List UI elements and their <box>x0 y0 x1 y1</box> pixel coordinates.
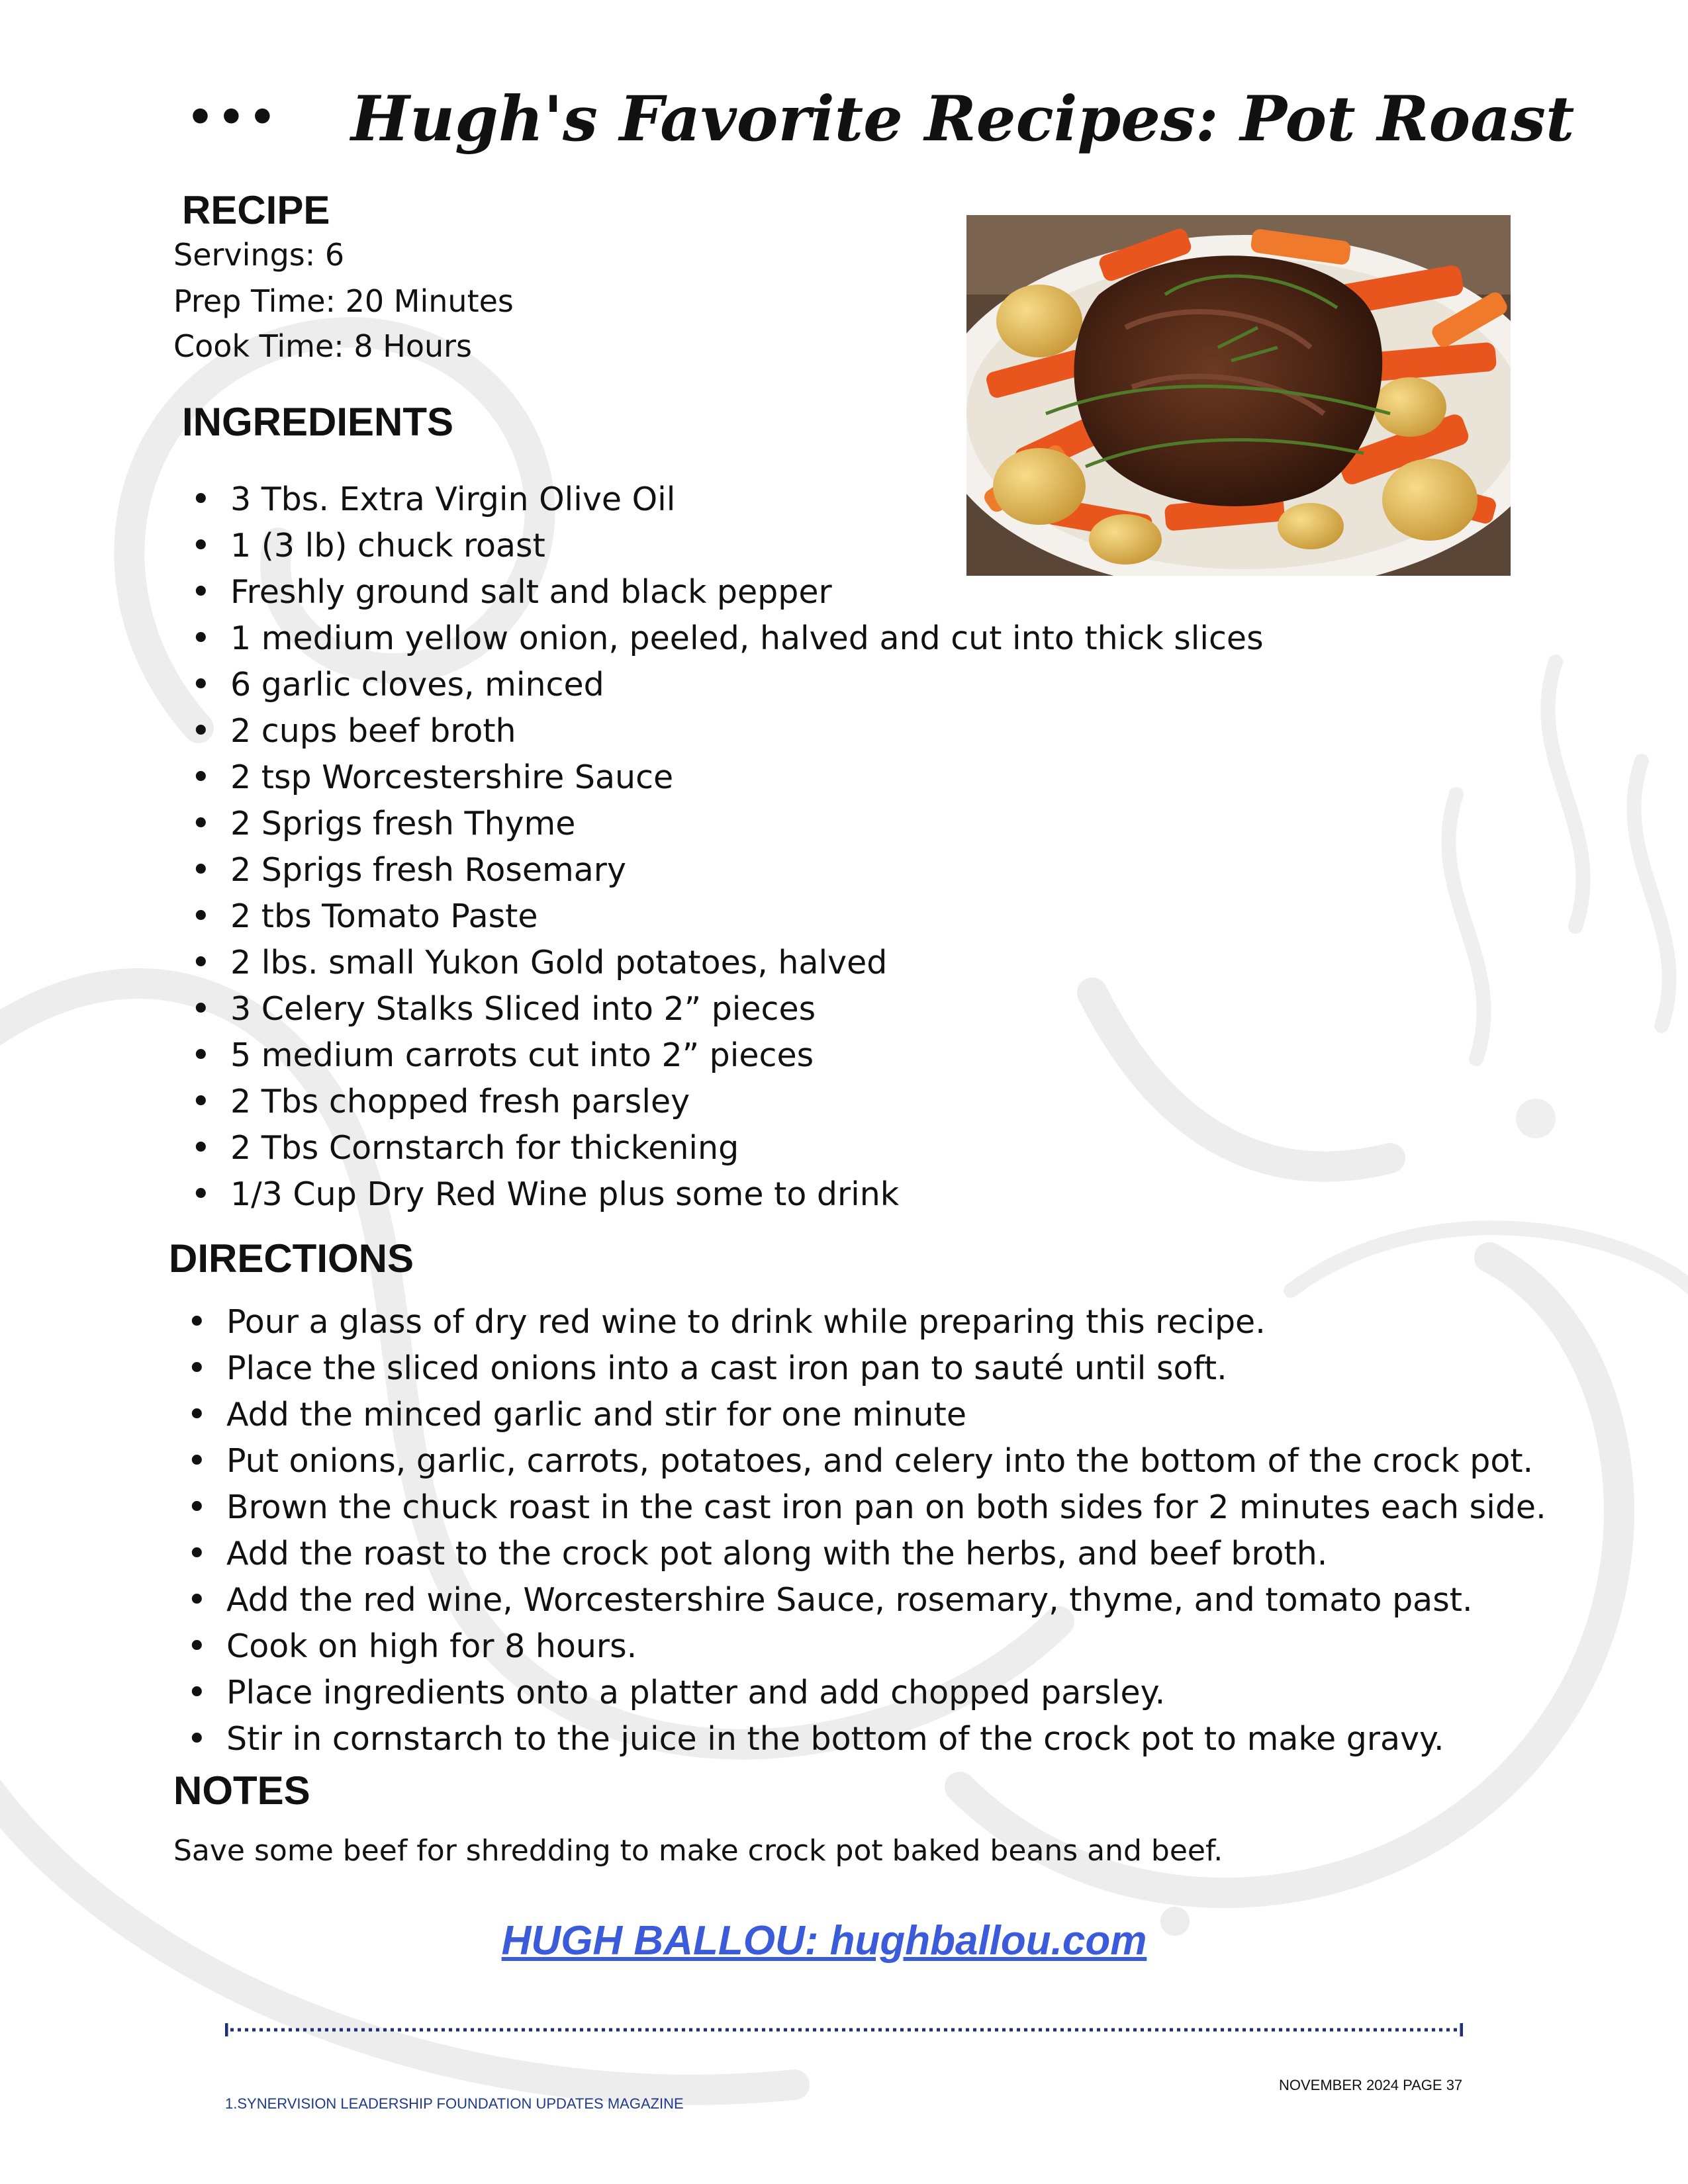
footer-divider <box>225 2022 1463 2038</box>
direction-step: • Place ingredients onto a platter and add chopped parsley. <box>187 1670 1546 1716</box>
ingredient-item: • 2 lbs. small Yukon Gold potatoes, halved <box>191 940 1264 986</box>
footer-magazine-name: 1.SYNERVISION LEADERSHIP FOUNDATION UPDATES MAGAZINE <box>225 2095 684 2112</box>
direction-step: • Brown the chuck roast in the cast iron pan on both sides for 2 minutes each side. <box>187 1484 1546 1531</box>
direction-step: • Add the roast to the crock pot along with the herbs, and beef broth. <box>187 1531 1546 1577</box>
direction-step: • Add the minced garlic and stir for one minute <box>187 1392 1546 1438</box>
ingredient-item: • 2 tbs Tomato Paste <box>191 893 1264 940</box>
notes-heading: NOTES <box>173 1768 310 1813</box>
website-link[interactable]: HUGH BALLOU: hughballou.com <box>501 1918 1147 1964</box>
ingredient-item: • 6 garlic cloves, minced <box>191 662 1264 708</box>
ingredients-list <box>191 477 1264 1218</box>
direction-step: • Add the red wine, Worcestershire Sauce, rosemary, thyme, and tomato past. <box>187 1577 1546 1623</box>
directions-heading: DIRECTIONS <box>169 1236 414 1281</box>
ingredient-item: • 3 Celery Stalks Sliced into 2” pieces <box>191 986 1264 1032</box>
direction-step: • Cook on high for 8 hours. <box>187 1623 1546 1670</box>
ingredient-item: • 3 Tbs. Extra Virgin Olive Oil <box>191 477 1264 523</box>
footer-date-page: NOVEMBER 2024 PAGE 37 <box>1279 2077 1463 2093</box>
recipe-heading: RECIPE <box>182 188 330 232</box>
prep-time-text: Prep Time: 20 Minutes <box>173 283 514 319</box>
ingredient-item: • 2 cups beef broth <box>191 708 1264 754</box>
ingredient-item: • 2 Tbs Cornstarch for thickening <box>191 1125 1264 1171</box>
ingredient-item: • 1 (3 lb) chuck roast <box>191 523 1264 569</box>
decorative-dots: ••• <box>187 93 280 142</box>
cook-time-text: Cook Time: 8 Hours <box>173 328 473 364</box>
ingredient-item: • 2 Tbs chopped fresh parsley <box>191 1079 1264 1125</box>
direction-step: • Stir in cornstarch to the juice in the bottom of the crock pot to make gravy. <box>187 1716 1546 1762</box>
ingredients-heading: INGREDIENTS <box>182 400 454 444</box>
ingredient-item: • 5 medium carrots cut into 2” pieces <box>191 1032 1264 1079</box>
ingredient-item: • 1 medium yellow onion, peeled, halved and cut into thick slices <box>191 615 1264 662</box>
page-title: Hugh's Favorite Recipes: Pot Roast <box>351 83 1575 156</box>
direction-step: • Pour a glass of dry red wine to drink while preparing this recipe. <box>187 1299 1546 1345</box>
ingredient-item: • 2 Sprigs fresh Thyme <box>191 801 1264 847</box>
servings-text: Servings: 6 <box>173 237 345 273</box>
ingredient-item: • 1/3 Cup Dry Red Wine plus some to drink <box>191 1171 1264 1218</box>
ingredient-item: • 2 tsp Worcestershire Sauce <box>191 754 1264 801</box>
notes-text: Save some beef for shredding to make crock pot baked beans and beef. <box>173 1834 1223 1868</box>
direction-step: • Place the sliced onions into a cast iron pan to sauté until soft. <box>187 1345 1546 1392</box>
ingredient-item: • 2 Sprigs fresh Rosemary <box>191 847 1264 893</box>
directions-list <box>187 1299 1546 1762</box>
ingredient-item: • Freshly ground salt and black pepper <box>191 569 1264 615</box>
direction-step: • Put onions, garlic, carrots, potatoes, and celery into the bottom of the crock pot. <box>187 1438 1546 1484</box>
